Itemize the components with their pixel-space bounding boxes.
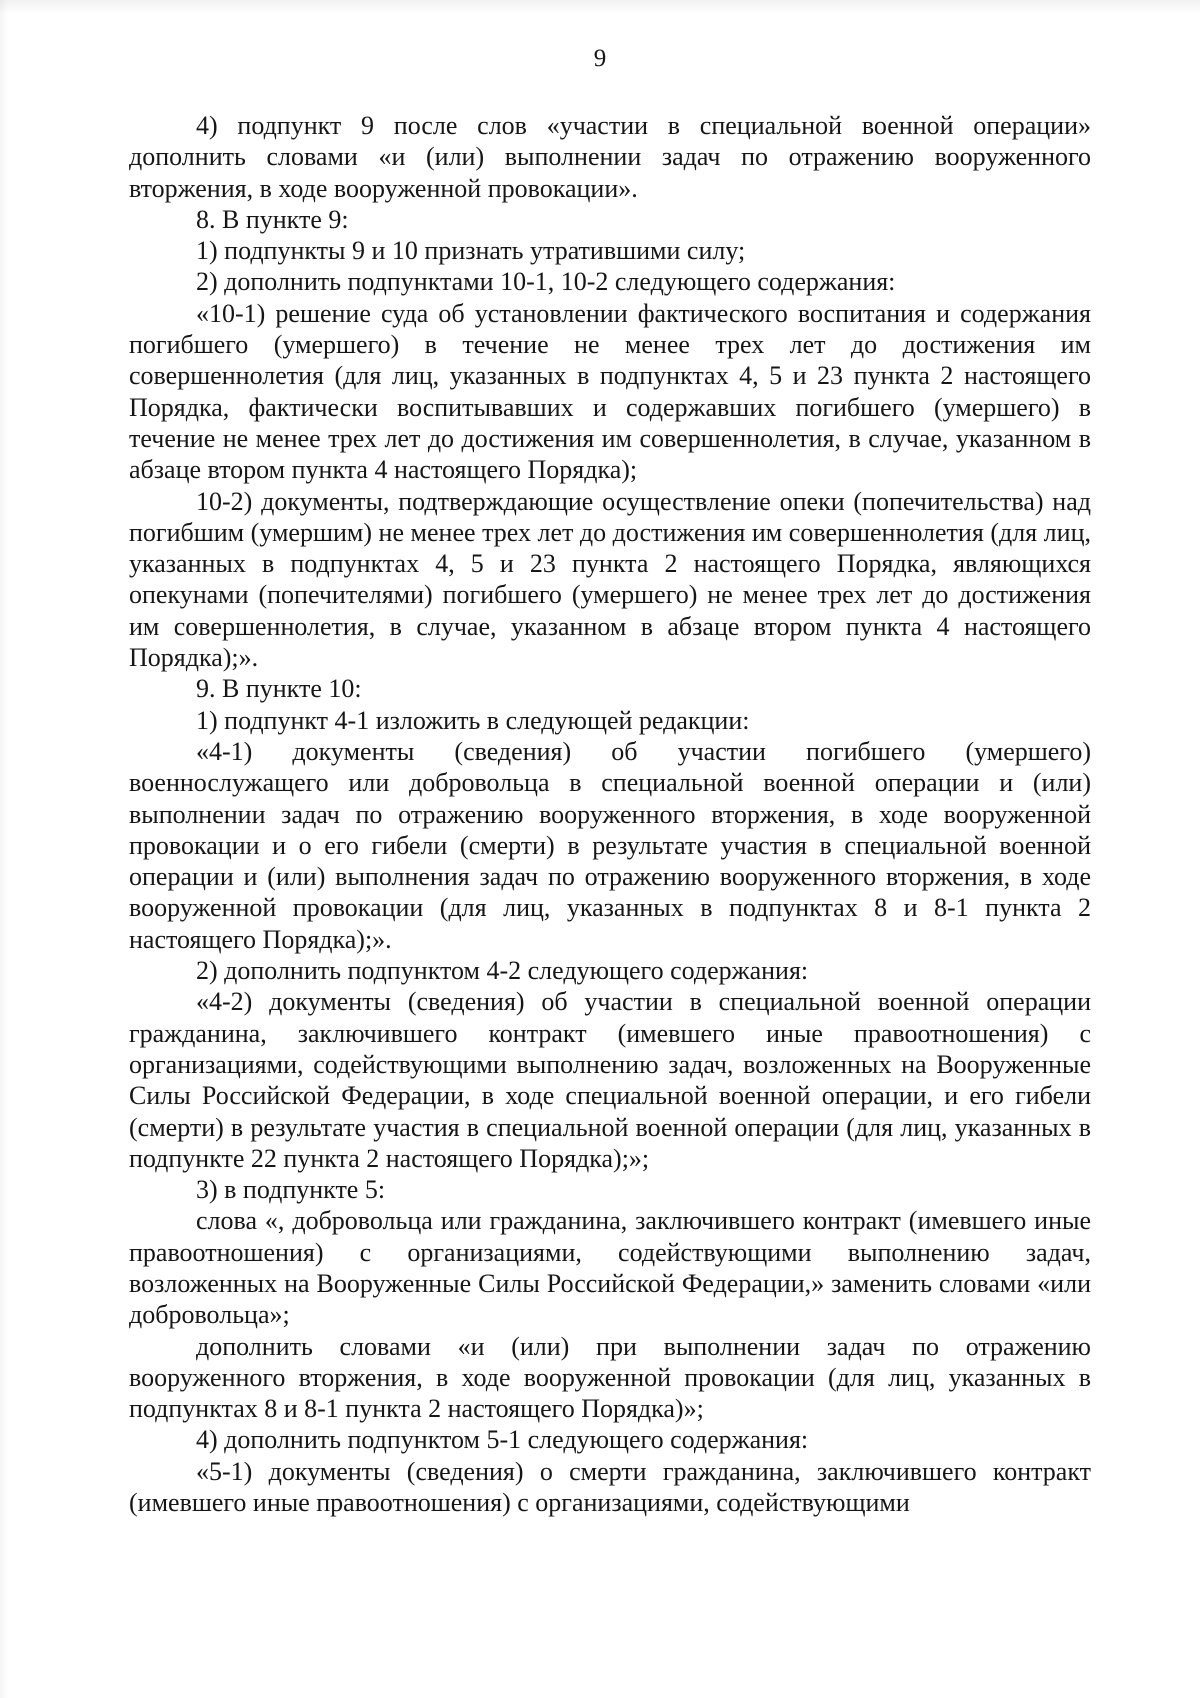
paragraph-subitem-5-intro: 3) в подпункте 5: bbox=[196, 1175, 386, 1205]
paragraph-subitem-4-1: «4-1) документы (сведения) об участии погибшего (умершего) военнослужащего или добровольца в специальной военной операции и (или) выполнении задач по отражению вооруженного вторжения, в ходе вооруженной провокации и о его гибели (смерти) в результате участия в специальной военной операции и (или) выполнения задач по отражению вооруженного вторжения, в ходе вооруженной провокации (для лиц, указанных в подпунктах 8 и 8-1 пункта 2 настоящего Порядка);». bbox=[129, 736, 1091, 954]
paragraph-add-5-1-intro: 4) дополнить подпунктом 5-1 следующего содержания: bbox=[196, 1425, 809, 1455]
paragraph-subitem-10-2: 10-2) документы, подтверждающие осуществление опеки (попечительства) над погибшим (умершим) не менее трех лет до достижения им совершеннолетия (для лиц, указанных в подпунктах 4, 5 и 23 пункта 2 настоящего Порядка, являющихся опекунами (попечителями) погибшего (умершего) не менее трех лет до достижения им совершеннолетия, в случае, указанном в абзаце втором пункта 4 настоящего Порядка);». bbox=[129, 486, 1091, 673]
paragraph-subitems-9-10-repeal: 1) подпункты 9 и 10 признать утратившими силу; bbox=[196, 236, 746, 266]
paragraph-subitem-5-append: дополнить словами «и (или) при выполнении задач по отражению вооруженного вторжения, в ходе вооруженной провокации (для лиц, указанных в подпунктах 8 и 8-1 пункта 2 настоящего Порядка)»; bbox=[129, 1331, 1091, 1424]
paragraph-subitem-4-2: «4-2) документы (сведения) об участии в специальной военной операции гражданина, заключившего контракт (имевшего иные правоотношения) с организациями, содействующими выполнению задач, возложенных на Вооруженные Силы Российской Федерации, в ходе специальной военной операции, и его гибели (смерти) в результате участия в специальной военной операции (для лиц, указанных в подпункте 22 пункта 2 настоящего Порядка);»; bbox=[129, 987, 1091, 1173]
paragraph-clause-9-10: 9. В пункте 10: bbox=[196, 674, 362, 704]
paragraph-subitem-10-1: «10-1) решение суда об установлении фактического воспитания и содержания погибшего (умершего) в течение не менее трех лет до достижения им совершеннолетия (для лиц, указанных в подпунктах 4, 5 и 23 пункта 2 настоящего Порядка, фактически воспитывавших и содержавших погибшего (умершего) в течение не менее трех лет до достижения им совершеннолетия, в случае, указанном в абзаце втором пункта 4 настоящего Порядка); bbox=[129, 298, 1091, 485]
paragraph-subitem-4-1-intro: 1) подпункт 4-1 изложить в следующей редакции: bbox=[196, 705, 750, 735]
paragraph-clause-8: 8. В пункте 9: bbox=[196, 204, 349, 234]
document-body bbox=[129, 110, 1091, 1518]
scan-shadow-top bbox=[0, 0, 1200, 14]
paragraph-add-10-1-10-2: 2) дополнить подпунктами 10-1, 10-2 следующего содержания: bbox=[196, 267, 896, 297]
paragraph-add-4-2-intro: 2) дополнить подпунктом 4-2 следующего содержания: bbox=[196, 956, 809, 986]
paragraph-subitem-5-replace: слова «, добровольца или гражданина, заключившего контракт (имевшего иные правоотношения) с организациями, содействующими выполнению задач, возложенных на Вооруженные Силы Российской Федерации,» заменить словами «или добровольца»; bbox=[129, 1206, 1091, 1330]
paragraph-subitem-4-svo: 4) подпункт 9 после слов «участии в специальной военной операции» дополнить словами «и (или) выполнении задач по отражению вооруженного вторжения, в ходе вооруженной провокации». bbox=[129, 111, 1091, 203]
paragraph-subitem-5-1: «5-1) документы (сведения) о смерти гражданина, заключившего контракт (имевшего иные правоотношения) с организациями, содействующими bbox=[129, 1456, 1091, 1518]
scan-shadow-left bbox=[0, 0, 8, 1698]
page-number: 9 bbox=[593, 45, 607, 72]
